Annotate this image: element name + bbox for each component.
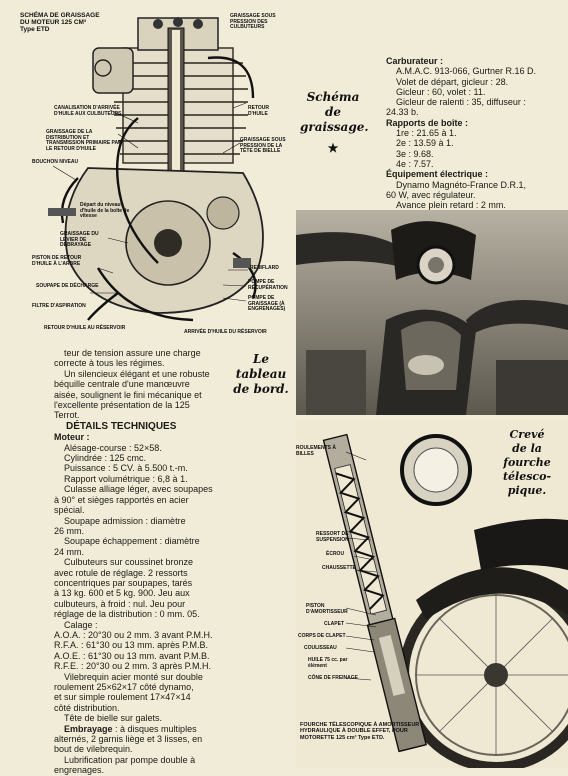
left-article-text — [54, 348, 230, 776]
label-distribution: GRAISSAGE DE LA DISTRIBUTION ET TRANSMISSION PRIMAIRE PAR LE RETOUR D'HUILE — [46, 129, 122, 152]
label-graissage-culbuteurs: GRAISSAGE SOUS PRESSION DES CULBUTEURS — [230, 13, 276, 31]
spec-line: à 90° et sièges rapportés en acier — [54, 494, 189, 505]
fork-label-clapet: CLAPET — [324, 621, 344, 627]
dashboard-photo — [296, 210, 568, 415]
label-depart: Départ du niveau d'huile de la boîte de vitesse — [80, 202, 130, 220]
spec-line: 26 mm. — [54, 525, 85, 536]
fork-label-corps: CORPS DE CLAPET — [298, 633, 346, 639]
carburateur-heading: Carburateur : — [386, 56, 444, 66]
spec-line: Vilebrequin acier monté sur double — [64, 671, 203, 682]
label-soupape: SOUPAPE DE DÉCHARGE — [36, 283, 99, 289]
fork-caption: Crevé de la fourche télesco- pique. — [502, 428, 552, 497]
rapport-row: 1re : 21.65 à 1. — [396, 128, 457, 139]
text-line: aisée, soulignent le fini mécanique et — [54, 389, 202, 400]
label-arrivee: ARRIVÉE D'HUILE DU RÉSERVOIR — [184, 329, 267, 335]
spec-line: à 13 kg. 600 et 5 kg. 900. Jeu aux — [54, 588, 190, 599]
rapport-row: 2e : 13.59 à 1. — [396, 138, 454, 149]
fork-caption-bottom: FOURCHE TÉLESCOPIQUE À AMORTISSEUR HYDRAULIQUE À DOUBLE EFFET, POUR MOTORETTE 125 cm³ Type ETD. — [300, 722, 420, 741]
equipement-heading: Équipement électrique : — [386, 169, 489, 180]
spec-line: Cylindrée : 125 cmc. — [64, 453, 147, 464]
text-line: teur de tension assure une charge — [64, 348, 201, 358]
label-bouchon: BOUCHON NIVEAU — [32, 159, 79, 165]
text-line: Lubrification par pompe double à — [64, 754, 196, 765]
spec-line: A.M.A.C. 913-066, Gurtner R.16 D. — [396, 66, 537, 77]
label-canalisation: CANALISATION D'ARRIVÉE D'HUILE AUX CULBUTEURS — [54, 105, 122, 117]
text-line: l'excellente présentation de la 125 — [54, 400, 190, 411]
spec-line: Rapport volumétrique : 6,8 à 1. — [64, 473, 188, 484]
spec-line: Dynamo Magnéto-France D.R.1, — [396, 179, 527, 190]
label-piston-retour: PISTON DE RETOUR D'HUILE À L'ARBRE — [32, 255, 82, 267]
dashboard-caption: Le tableau de bord. — [233, 352, 289, 396]
fork-label-ecrou: ÉCROU — [326, 551, 345, 557]
rapports-heading: Rapports de boîte : — [386, 117, 469, 128]
text-line: bout de vilebrequin. — [54, 744, 133, 755]
spec-line: et sur simple roulement 17×47×14 — [54, 692, 191, 703]
spec-line: Volet de départ, gicleur : 28. — [396, 76, 509, 87]
label-retour-reservoir: RETOUR D'HUILE AU RÉSERVOIR — [44, 325, 126, 331]
rapport-row: 3e : 9.68. — [396, 148, 434, 159]
spec-line: avec rotule de réglage. 2 ressorts — [54, 567, 188, 578]
spec-line: Soupape admission : diamètre — [64, 515, 186, 526]
spec-line: Calage : — [64, 619, 98, 630]
spec-line: 24.33 b. — [386, 107, 419, 118]
spec-line: roulement 25×62×17 côté dynamo, — [54, 682, 194, 692]
fork-label-chaussette: CHAUSSETTE — [322, 565, 356, 571]
fork-label-cone: CÔNE DE FREINAGE — [308, 675, 359, 681]
fork-label-coulisseau: COULISSEAU — [304, 645, 337, 651]
spec-line: réglage de la distribution : 0 mm. 05. — [54, 609, 200, 620]
moteur-spec-lines — [54, 443, 230, 724]
text-line: Terrot. — [54, 410, 80, 421]
label-tete-bielle: GRAISSAGE SOUS PRESSION DE LA TÊTE DE BIELLE — [240, 137, 286, 155]
spec-line: Culbuteurs sur coussinet bronze — [64, 557, 194, 568]
spec-line: spécial. — [54, 505, 85, 516]
schema-caption: Schéma de graissage. ★ — [300, 90, 369, 155]
spec-line: concentriques par soupapes, tarés — [54, 577, 193, 588]
spec-line: R.F.A. : 61°30 ou 13 mm. après P.M.B. — [54, 640, 209, 651]
diagram-title: SCHÉMA DE GRAISSAGE DU MOTEUR 125 CM³ Type ETD — [20, 12, 100, 33]
label-reniflard: RENIFLARD — [250, 265, 279, 271]
text-line: correcte à tous les régimes. — [54, 358, 165, 369]
text-line: alternés, 2 garnis liège et 3 lisses, en — [54, 734, 203, 745]
text-line: engrenages. — [54, 765, 105, 776]
fork-label-piston: PISTON D'AMORTISSEUR — [306, 603, 348, 615]
spec-line: 60 W, avec régulateur. — [386, 189, 476, 200]
text-line: béquille centrale d'une manœuvre — [54, 379, 190, 390]
dashboard-image — [296, 210, 568, 415]
spec-line: Culasse alliage léger, avec soupapes — [64, 484, 213, 495]
spec-line: Gicleur de ralenti : 35, diffuseur : — [396, 97, 526, 108]
right-specs — [386, 56, 562, 231]
spec-line: Alésage-course : 52×58. — [64, 442, 162, 453]
fork-label-ressort: RESSORT DE SUSPENSION — [316, 531, 349, 543]
spec-line: Gicleur : 60, volet : 11. — [396, 86, 486, 97]
spec-line: Soupape échappement : diamètre — [64, 536, 200, 547]
spec-line: Tête de bielle sur galets. — [64, 713, 163, 724]
fork-label-huile: HUILE 75 cc. par élément — [308, 657, 348, 669]
engine-lubrication-diagram — [18, 8, 298, 343]
label-pompe: POMPE DE RÉCUPÉRATION — [248, 279, 288, 291]
spec-line: A.O.A. : 20°30 ou 2 mm. 3 avant P.M.H. — [54, 629, 213, 640]
engine-drawing — [18, 8, 298, 343]
spec-line: Puissance : 5 CV. à 5.500 t.-m. — [64, 463, 188, 474]
spec-line: R.F.E. : 20°30 ou 2 mm. 3 après P.M.H. — [54, 661, 211, 672]
rapport-row: 4e : 7.57. — [396, 158, 434, 169]
label-graissage-levier: GRAISSAGE DU LEVIER DE DÉBRAYAGE — [60, 231, 99, 249]
fork-label-roulement: ROULEMENTS À BILLES — [296, 445, 336, 457]
embrayage-line: Embrayage : à disques multiples — [64, 723, 197, 734]
spec-line: culbuteurs, à froid : nul. Jeu pour — [54, 598, 186, 609]
spec-line: 24 mm. — [54, 546, 85, 557]
label-filtre: FILTRE D'ASPIRATION — [32, 303, 86, 309]
label-retour-huile: RETOUR D'HUILE — [248, 105, 270, 117]
spec-line: côté distribution. — [54, 702, 120, 713]
moteur-heading: Moteur : — [54, 432, 90, 443]
spec-line: A.O.E. : 61°30 ou 13 mm. avant P.M.B. — [54, 650, 210, 661]
label-pompe-graissage: POMPE DE GRAISSAGE (À ENGRENAGES) — [248, 295, 286, 313]
spec-line: Avance plein retard : 2 mm. — [396, 200, 506, 211]
details-title: DÉTAILS TECHNIQUES — [66, 420, 177, 432]
text-line: Un silencieux élégant et une robuste — [64, 368, 210, 379]
